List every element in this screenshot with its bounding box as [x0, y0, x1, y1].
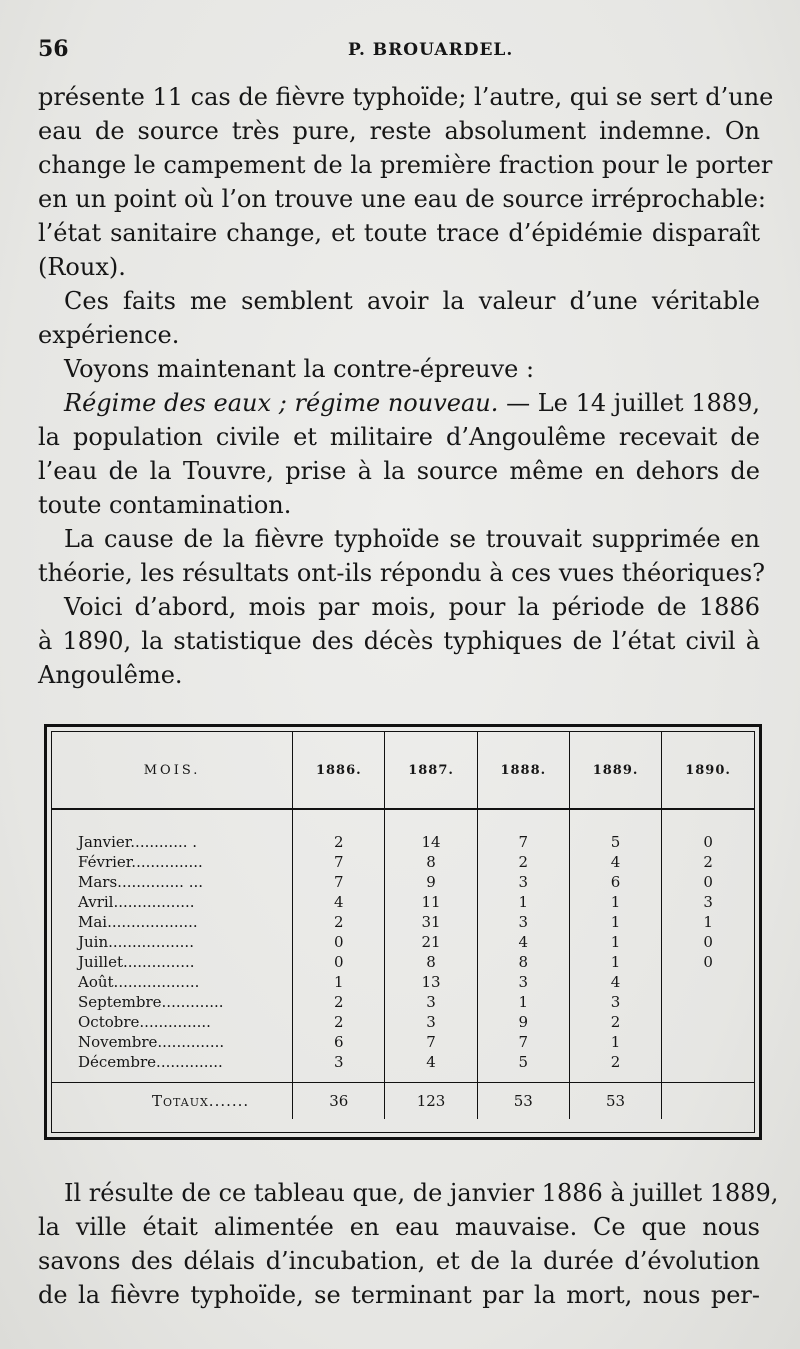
value-cell: 11: [385, 892, 477, 912]
month-cell: Août..................: [78, 973, 200, 991]
value-cell: 3: [293, 1052, 385, 1083]
total-cell: 123: [385, 1083, 477, 1120]
table-row: [52, 972, 754, 992]
value-cell: 1: [477, 992, 569, 1012]
table-row: [52, 852, 754, 872]
statistics-table-frame: [44, 724, 762, 1140]
table-row: [52, 872, 754, 892]
text-line: Voyons maintenant la contre-épreuve :: [64, 355, 535, 383]
value-cell: [662, 972, 754, 992]
value-cell: 4: [293, 892, 385, 912]
value-cell: 1: [569, 932, 661, 952]
value-cell: 5: [569, 809, 661, 852]
text-line: Il résulte de ce tableau que, de janvier 1886 à juillet 1889,: [64, 1179, 779, 1207]
value-cell: 14: [385, 809, 477, 852]
text-line: l’état sanitaire change, et toute trace d’épidémie disparaît: [38, 219, 760, 247]
text-line: de la fièvre typhoïde, se terminant par la mort, nous per-: [38, 1281, 760, 1309]
month-cell: Avril.................: [78, 893, 195, 911]
totals-row: [52, 1083, 754, 1120]
column-header: 1889.: [569, 732, 661, 809]
total-cell: 36: [293, 1083, 385, 1120]
text-line: présente 11 cas de fièvre typhoïde; l’autre, qui se sert d’une: [38, 83, 774, 111]
page-number: 56: [38, 36, 69, 62]
table-row: [52, 892, 754, 912]
value-cell: 7: [293, 852, 385, 872]
value-cell: 4: [385, 1052, 477, 1083]
text-line: eau de source très pure, reste absolument indemne. On: [38, 117, 760, 145]
typhoid-deaths-table: [52, 732, 754, 1119]
column-header: 1887.: [385, 732, 477, 809]
month-cell: Octobre...............: [78, 1013, 211, 1031]
value-cell: 2: [569, 1052, 661, 1083]
value-cell: 2: [569, 1012, 661, 1032]
value-cell: 3: [385, 1012, 477, 1032]
total-cell: 53: [477, 1083, 569, 1120]
totals-label: Totaux.......: [52, 1083, 293, 1120]
value-cell: 8: [477, 952, 569, 972]
value-cell: 7: [477, 809, 569, 852]
month-cell: Février...............: [78, 853, 203, 871]
value-cell: 0: [662, 809, 754, 852]
month-cell: Novembre..............: [78, 1033, 225, 1051]
column-header: 1886.: [293, 732, 385, 809]
text-line: théorie, les résultats ont-ils répondu à ces vues théoriques?: [38, 559, 766, 587]
value-cell: 3: [385, 992, 477, 1012]
table-row: [52, 809, 754, 852]
total-cell: 53: [569, 1083, 661, 1120]
text-line: la population civile et militaire d’Angoulême recevait de: [38, 423, 760, 451]
value-cell: 31: [385, 912, 477, 932]
month-cell: Décembre..............: [78, 1053, 223, 1071]
value-cell: 2: [477, 852, 569, 872]
column-header: 1890.: [662, 732, 754, 809]
value-cell: 13: [385, 972, 477, 992]
value-cell: 21: [385, 932, 477, 952]
statistics-table-inner: [51, 731, 755, 1133]
value-cell: 2: [293, 992, 385, 1012]
table-row: [52, 952, 754, 972]
table-row: [52, 1032, 754, 1052]
value-cell: 0: [662, 952, 754, 972]
table-header-row: [52, 732, 754, 809]
value-cell: 1: [662, 912, 754, 932]
text-line: savons des délais d’incubation, et de la durée d’évolution: [38, 1247, 760, 1275]
value-cell: 3: [477, 872, 569, 892]
table-row: [52, 912, 754, 932]
value-cell: 1: [569, 1032, 661, 1052]
text-line-italic-lead: [64, 386, 760, 420]
value-cell: 8: [385, 952, 477, 972]
value-cell: 3: [662, 892, 754, 912]
text-fragment: — Le 14 juillet 1889,: [506, 389, 760, 417]
text-line: expérience.: [38, 321, 180, 349]
value-cell: 2: [662, 852, 754, 872]
text-line: à 1890, la statistique des décès typhiques de l’état civil à: [38, 627, 760, 655]
month-cell: Mai...................: [78, 913, 198, 931]
value-cell: 1: [569, 892, 661, 912]
text-line: Voici d’abord, mois par mois, pour la période de 1886: [64, 593, 760, 621]
table-row: [52, 932, 754, 952]
value-cell: 1: [569, 952, 661, 972]
value-cell: 9: [385, 872, 477, 892]
month-cell: Juillet...............: [78, 953, 195, 971]
value-cell: 3: [477, 972, 569, 992]
value-cell: 1: [477, 892, 569, 912]
text-line: la ville était alimentée en eau mauvaise. Ce que nous: [38, 1213, 760, 1241]
value-cell: 1: [569, 912, 661, 932]
table-row: [52, 1052, 754, 1083]
value-cell: 7: [293, 872, 385, 892]
column-header: 1888.: [477, 732, 569, 809]
value-cell: 1: [293, 972, 385, 992]
running-head: P. BROUARDEL.: [348, 40, 514, 60]
value-cell: 7: [385, 1032, 477, 1052]
month-cell: Septembre.............: [78, 993, 224, 1011]
value-cell: 9: [477, 1012, 569, 1032]
table-row: [52, 992, 754, 1012]
value-cell: [662, 992, 754, 1012]
value-cell: 2: [293, 912, 385, 932]
value-cell: 3: [569, 992, 661, 1012]
value-cell: [662, 1052, 754, 1083]
value-cell: 4: [569, 852, 661, 872]
value-cell: 5: [477, 1052, 569, 1083]
text-line: Ces faits me semblent avoir la valeur d’une véritable: [64, 287, 760, 315]
text-line: (Roux).: [38, 253, 126, 281]
text-line: toute contamination.: [38, 491, 292, 519]
value-cell: 8: [385, 852, 477, 872]
month-cell: Juin..................: [78, 933, 194, 951]
value-cell: 3: [477, 912, 569, 932]
italic-heading: Régime des eaux ; régime nouveau.: [64, 389, 499, 417]
value-cell: 6: [293, 1032, 385, 1052]
value-cell: [662, 1032, 754, 1052]
value-cell: [662, 1012, 754, 1032]
value-cell: 2: [293, 1012, 385, 1032]
table-row: [52, 1012, 754, 1032]
page-header: [38, 36, 758, 66]
value-cell: 0: [662, 932, 754, 952]
text-line: Angoulême.: [38, 661, 183, 689]
value-cell: 4: [477, 932, 569, 952]
value-cell: 4: [569, 972, 661, 992]
month-cell: Janvier............ .: [78, 833, 198, 851]
table-body: [52, 809, 754, 1119]
text-line: en un point où l’on trouve une eau de source irréprochable:: [38, 185, 766, 213]
text-line: l’eau de la Touvre, prise à la source même en dehors de: [38, 457, 760, 485]
value-cell: 0: [662, 872, 754, 892]
text-line: La cause de la fièvre typhoïde se trouvait supprimée en: [64, 525, 760, 553]
value-cell: 7: [477, 1032, 569, 1052]
value-cell: 0: [293, 932, 385, 952]
column-header: MOIS.: [52, 732, 293, 809]
month-cell: Mars.............. ...: [78, 873, 203, 891]
total-cell: [662, 1083, 754, 1120]
value-cell: 2: [293, 809, 385, 852]
value-cell: 6: [569, 872, 661, 892]
text-line: change le campement de la première fraction pour le porter: [38, 151, 773, 179]
value-cell: 0: [293, 952, 385, 972]
